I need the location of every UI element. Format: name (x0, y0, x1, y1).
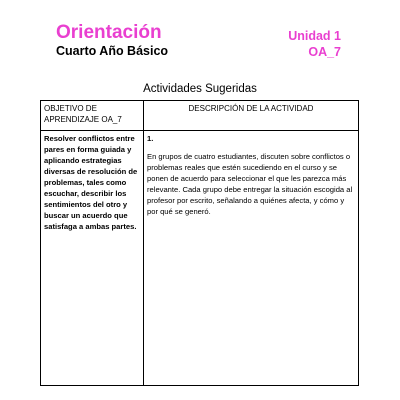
table-row (41, 131, 359, 386)
section-title: Actividades Sugeridas (143, 83, 257, 95)
objective-cell: Resolver conflictos entre pares en forma guiada y aplicando estrategias diversas de resolución de problemas, tales como escuchar, describir los sentimientos del otro y buscar un acuerdo que satisfaga a ambas partes. (41, 131, 144, 386)
description-column-header: DESCRIPCIÓN DE LA ACTIVIDAD (144, 101, 359, 131)
page-title: Orientación (56, 22, 162, 43)
course-subtitle: Cuarto Año Básico (56, 44, 169, 58)
objective-column-header: OBJETIVO DE APRENDIZAJE OA_7 (41, 101, 144, 131)
activity-number: 1. (147, 134, 154, 143)
unit-label: Unidad 1 (288, 29, 341, 43)
activities-table (40, 100, 359, 386)
activity-description: En grupos de cuatro estudiantes, discuten sobre conflictos o problemas reales que estén sucediendo en el curso y se ponen de acuerdo para seleccionar el que les parezca más relevante. Cada grupo debe entregar la situación escogida al profesor por escrito, señalando a quiénes afecta, y cómo y por qué se generó. (147, 152, 353, 216)
table-header-row (41, 101, 359, 131)
oa-code-label: OA_7 (308, 45, 341, 59)
description-cell (144, 131, 359, 386)
